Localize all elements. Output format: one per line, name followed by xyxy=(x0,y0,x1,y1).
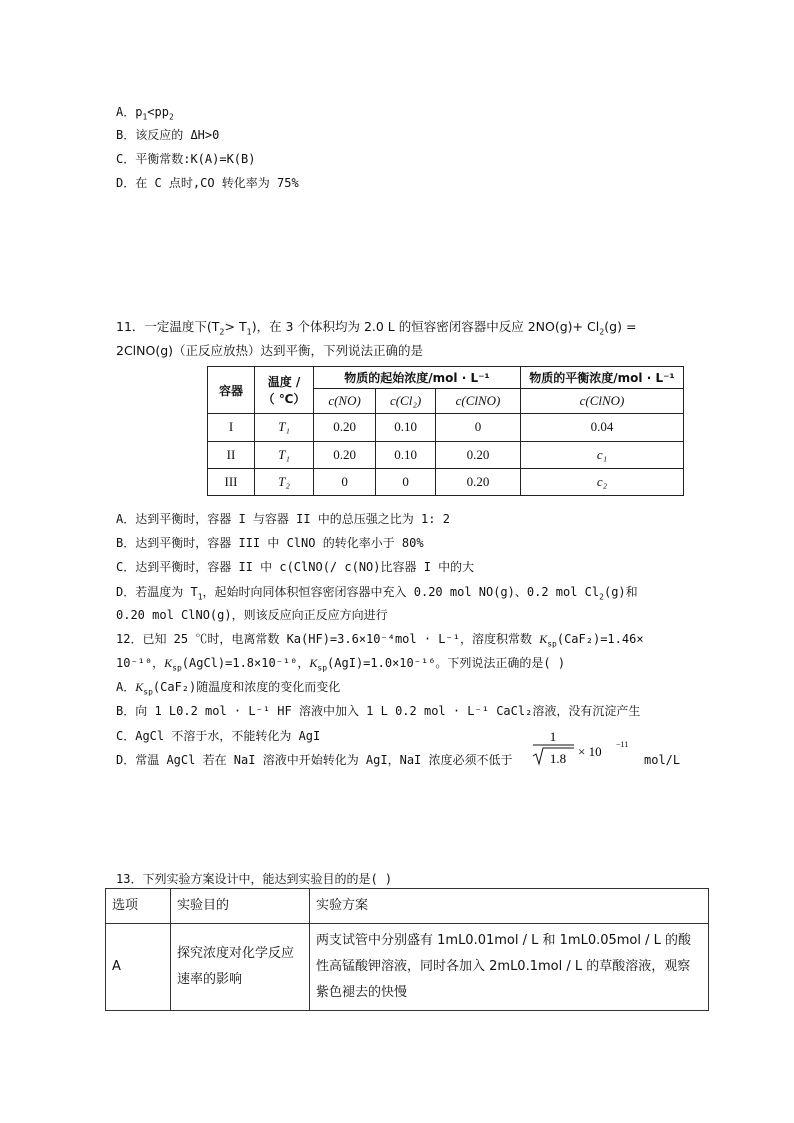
table-row xyxy=(106,924,709,1011)
q11-option-d-c: (g)和 xyxy=(603,585,638,599)
header-initial-conc: 物质的起始浓度/mol · L⁻¹ xyxy=(314,367,521,389)
q12-option-a xyxy=(116,678,340,701)
q10-option-c: C．平衡常数:K(A)=K(B) xyxy=(116,152,256,166)
subheader-clno: c(ClNO) xyxy=(435,389,520,414)
q11-stem-line2: 2ClNO(g)（正反应放热）达到平衡，下列说法正确的是 xyxy=(116,343,424,358)
q12-option-d-unit: mol/L xyxy=(644,753,681,767)
table-row xyxy=(208,414,684,441)
q10-option-d: D．在 C 点时,CO 转化率为 75% xyxy=(116,176,299,190)
cell-clno: 0.20 xyxy=(435,441,520,468)
subheader-cl2: c(Cl₂) xyxy=(376,389,436,414)
cell-container: III xyxy=(208,468,255,495)
table-row xyxy=(208,441,684,468)
q11-option-d-line2: 0.20 mol ClNO(g)，则该反应向正反应方向进行 xyxy=(116,608,388,622)
ksp-sub: sp xyxy=(547,639,557,649)
header-temperature xyxy=(255,367,314,414)
cell-no: 0.20 xyxy=(314,441,376,468)
q12-option-d: D．常温 AgCl 若在 NaI 溶液中开始转化为 AgI，NaI 浓度必须不低于 xyxy=(116,753,513,767)
q11-stem-d: (g) = xyxy=(604,319,637,334)
q11-stem-a: 11．一定温度下(T xyxy=(116,319,220,334)
q12-stem-a: 12．已知 25 ℃时，电离常数 Ka(HF)=3.6×10⁻⁴mol · L⁻¹，溶度积常数 xyxy=(116,632,540,646)
q12-stem2-c: (AgI)=1.0×10⁻¹⁶。下列说法正确的是( ) xyxy=(327,656,566,670)
q12-option-a-b: (CaF₂)随温度和浓度的变化而变化 xyxy=(152,680,341,694)
cell-cl2: 0.10 xyxy=(376,414,436,441)
header-option: 选项 xyxy=(106,889,171,924)
cell-option: A xyxy=(106,924,171,1011)
ksp-sub: sp xyxy=(143,687,153,697)
cell-no: 0.20 xyxy=(314,414,376,441)
q11-option-d-b: ，起始时向同体积恒容密闭容器中充入 0.20 mol NO(g)、0.2 mol Cl xyxy=(202,585,600,599)
cell-clno: 0.20 xyxy=(435,468,520,495)
q12-stem-line1 xyxy=(116,630,644,653)
q10-option-a: A．$p_1<pp_2$ xyxy=(116,105,174,122)
header-container: 容器 xyxy=(208,367,255,414)
cell-temp: T₁ xyxy=(255,441,314,468)
ksp-symbol: K xyxy=(135,680,144,694)
q11-option-d-line1: D．若温度为 $T_1$，起始时向同体积恒容密闭容器中充入 0.20 mol NO(g)、0.2 mol $Cl_2(g)$和 xyxy=(116,585,638,602)
cell-eq: c₁ xyxy=(521,441,684,468)
cell-eq: 0.04 xyxy=(521,414,684,441)
q11-option-a: A．达到平衡时，容器 I 与容器 II 中的总压强之比为 1: 2 xyxy=(116,512,450,526)
fraction-denominator: 1.8 xyxy=(549,751,567,766)
cell-eq: c₂ xyxy=(521,468,684,495)
fraction-tail: × 10 xyxy=(578,744,602,759)
fraction-expression xyxy=(528,728,638,768)
cell-no: 0 xyxy=(314,468,376,495)
q12-stem-b: (CaF₂)=1.46× xyxy=(556,632,644,646)
cell-container: I xyxy=(208,414,255,441)
cell-temp: T₂ xyxy=(255,468,314,495)
cell-temp: T₁ xyxy=(255,414,314,441)
q12-stem-line2 xyxy=(116,654,565,677)
ksp-symbol: K xyxy=(539,632,548,646)
cell-cl2: 0.10 xyxy=(376,441,436,468)
q12-stem2-a: 10⁻¹⁰， xyxy=(116,656,165,670)
ksp-sub: sp xyxy=(317,663,328,673)
q11-option-d-a: D．若温度为 T xyxy=(116,585,198,599)
subheader-no: c(NO) xyxy=(314,389,376,414)
ksp-symbol: K xyxy=(309,656,318,670)
q12-stem2-b: (AgCl)=1.8×10⁻¹⁰， xyxy=(181,656,310,670)
table-row xyxy=(208,468,684,495)
q10-option-a-text: A．p xyxy=(116,105,143,119)
q12-option-b: B．向 1 L0.2 mol · L⁻¹ HF 溶液中加入 1 L 0.2 mol · L⁻¹ CaCl₂溶液，没有沉淀产生 xyxy=(116,704,641,718)
q11-data-table xyxy=(207,366,684,496)
fraction-numerator: 1 xyxy=(549,729,557,744)
q13-table xyxy=(105,888,709,1011)
cell-clno: 0 xyxy=(435,414,520,441)
cell-container: II xyxy=(208,441,255,468)
subheader-clno-eq: c(ClNO) xyxy=(521,389,684,414)
cell-goal: 探究浓度对化学反应速率的影响 xyxy=(171,924,310,1011)
q10-option-b: B．该反应的 ΔH>0 xyxy=(116,128,220,142)
q12-option-c: C．AgCl 不溶于水，不能转化为 AgI xyxy=(116,729,321,743)
header-temperature-b: （ ℃） xyxy=(262,392,306,407)
q11-stem-c: )，在 3 个体积均为 2.0 L 的恒容密闭容器中反应 2NO(g)+ Cl xyxy=(251,319,600,334)
cell-plan: 两支试管中分别盛有 1mL0.01mol / L 和 1mL0.05mol / L 的酸性高锰酸钾溶液，同时各加入 2mL0.1mol / L 的草酸溶液，观察紫色褪去的快慢 xyxy=(310,924,709,1011)
header-temperature-a: 温度 / xyxy=(267,375,301,390)
q11-option-b: B．达到平衡时，容器 III 中 ClNO 的转化率小于 80% xyxy=(116,536,424,550)
q11-option-c: C．达到平衡时，容器 II 中 c(ClNO(/ c(NO)比容器 I 中的大 xyxy=(116,560,475,574)
cell-cl2: 0 xyxy=(376,468,436,495)
q11-stem-b: > T xyxy=(224,319,247,334)
header-goal: 实验目的 xyxy=(171,889,310,924)
header-plan: 实验方案 xyxy=(310,889,709,924)
ksp-symbol: K xyxy=(164,656,173,670)
header-equilibrium-conc: 物质的平衡浓度/mol · L⁻¹ xyxy=(521,367,684,389)
q12-option-a-a: A． xyxy=(116,680,136,694)
fraction-exponent: −11 xyxy=(616,740,629,749)
q11-stem-line1: 11．一定温度下$(T_2> T_1)$，在 3 个体积均为 2.0 L 的恒容密闭容器中反应 $2NO(g)+ Cl_2(g)$ = xyxy=(116,319,637,337)
q13-stem: 13．下列实验方案设计中，能达到实验目的的是( ) xyxy=(116,872,393,886)
q10-option-a-mid: <p xyxy=(147,105,162,119)
ksp-sub: sp xyxy=(172,663,182,673)
